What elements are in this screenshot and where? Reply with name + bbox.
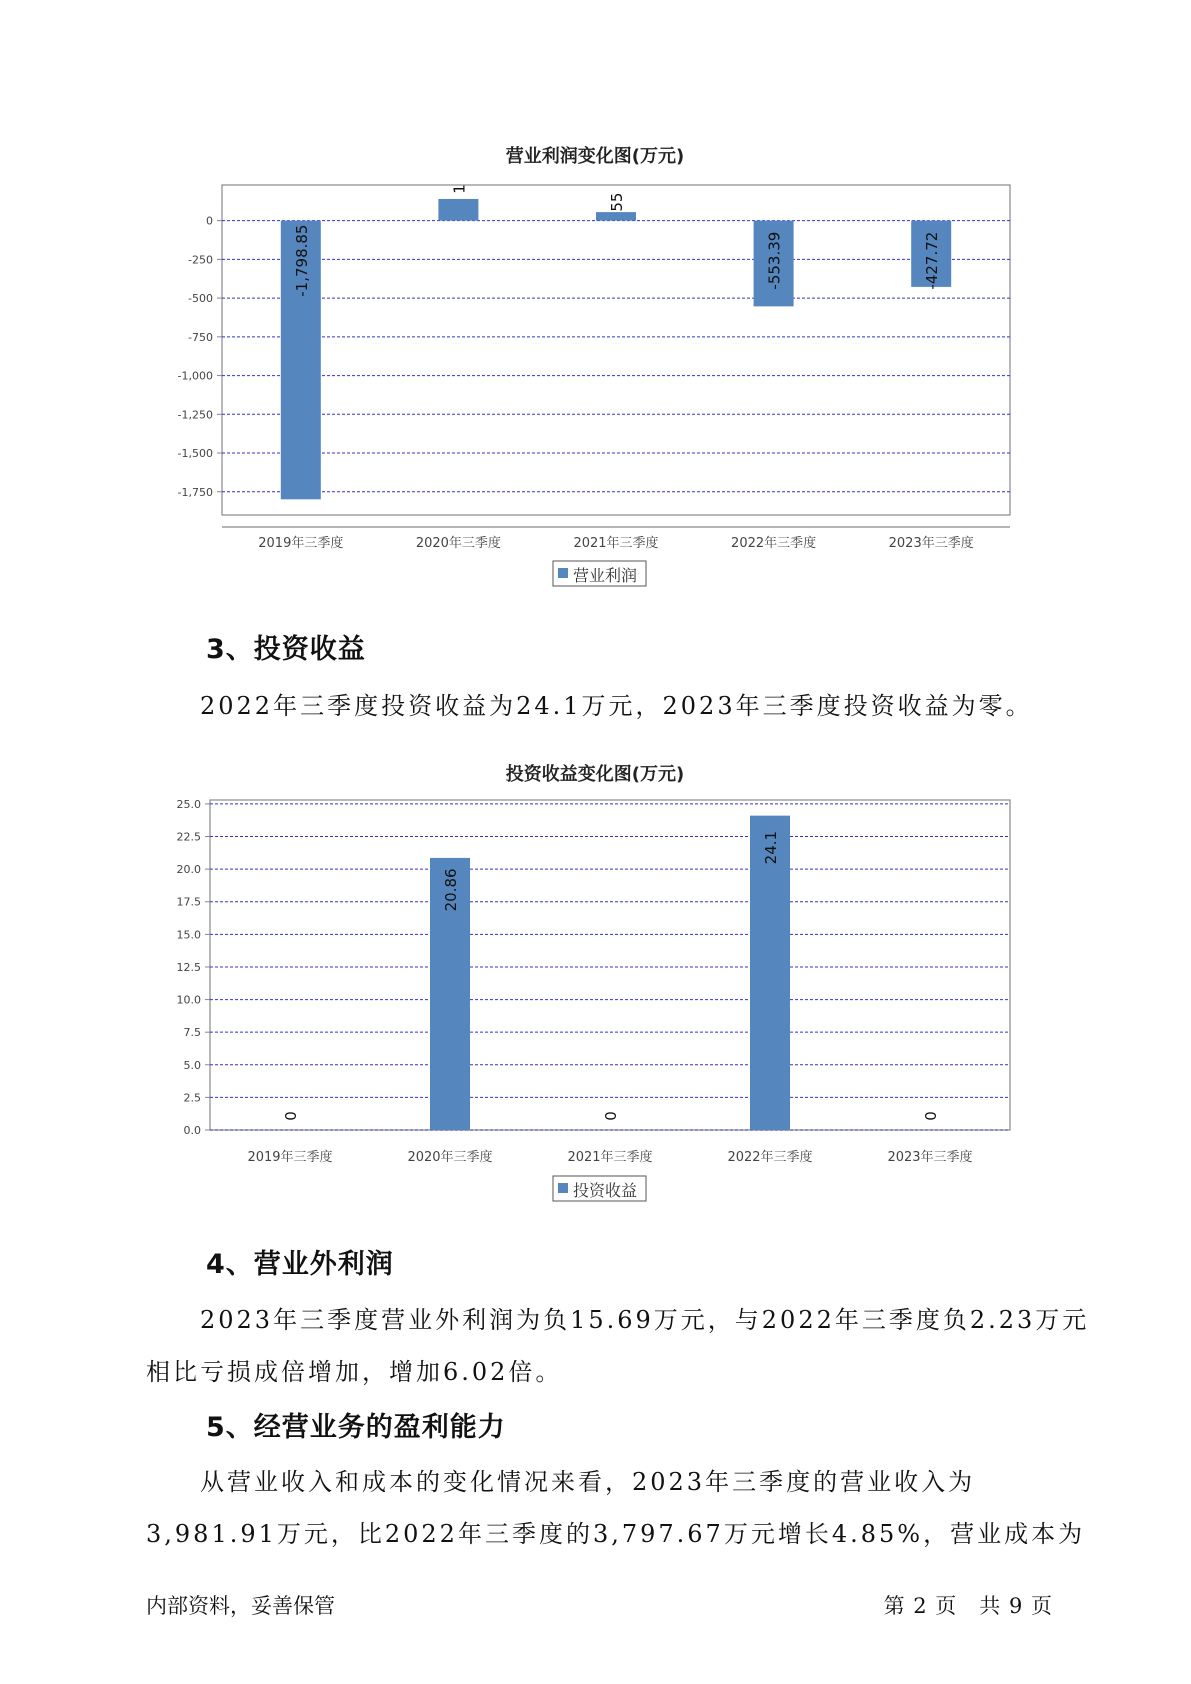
legend-swatch [558,1183,568,1193]
chart-title: 营业利润变化图(万元) [505,146,685,167]
y-tick-label: 5.0 [183,1058,201,1072]
y-tick-label: 12.5 [176,960,201,974]
data-label: -1,798.85 [292,224,311,297]
x-tick-label: 2020年三季度 [407,1150,493,1165]
y-tick-label: 20.0 [176,863,201,877]
y-tick-label: -750 [188,330,213,344]
x-tick-label: 2019年三季度 [258,536,344,551]
y-tick-label: 15.0 [176,928,201,942]
y-tick-label: 7.5 [183,1026,201,1040]
y-tick-label: -1,000 [177,369,213,383]
x-tick-label: 2019年三季度 [247,1150,333,1165]
section-4-line-2: 相比亏损成倍增加，增加6.02倍。 [146,1358,563,1386]
section-4-line-1: 2023年三季度营业外利润为负15.69万元，与2022年三季度负2.23万元 [200,1306,1090,1334]
y-tick-label: -1,500 [177,447,213,461]
y-tick-label: 22.5 [176,830,201,844]
data-label: 0 [602,1111,620,1121]
x-tick-label: 2020年三季度 [415,536,501,551]
x-tick-label: 2021年三季度 [567,1150,653,1165]
section-4-heading: 4、营业外利润 [206,1249,394,1280]
chart-title: 投资收益变化图(万元) [505,764,685,785]
x-tick-label: 2022年三季度 [727,1150,813,1165]
y-tick-label: -1,250 [177,408,213,422]
y-tick-label: 2.5 [183,1091,201,1105]
section-5-heading: 5、经营业务的盈利能力 [206,1412,506,1443]
x-tick-label: 2023年三季度 [887,1150,973,1165]
y-tick-label: -1,750 [177,485,213,499]
data-label: 55 [608,192,626,212]
section-5-line-1: 从营业收入和成本的变化情况来看，2023年三季度的营业收入为 [200,1468,976,1496]
data-label: -553.39 [765,231,784,290]
x-tick-label: 2021年三季度 [573,536,659,551]
y-tick-label: -250 [188,253,213,267]
y-tick-label: -500 [188,292,213,306]
data-label: 24.1 [762,830,780,865]
y-tick-label: 0.0 [183,1124,201,1137]
section-4-paragraph [146,1294,1090,1398]
section-3-heading: 3、投资收益 [206,634,366,665]
footer-page-number: 第 2 页 共 9 页 [883,1594,1053,1618]
y-tick-label: 25.0 [176,797,201,811]
section-3-line-1: 2022年三季度投资收益为24.1万元，2023年三季度投资收益为零。 [200,692,1033,720]
x-tick-label: 2023年三季度 [888,536,974,551]
data-label: 0 [282,1111,300,1121]
data-label: -427.72 [923,231,942,290]
data-label: 20.86 [442,868,460,912]
data-label: 1 [450,184,469,194]
plot-area [210,800,1010,1130]
y-tick-label: 0 [206,214,213,228]
x-tick-label: 2022年三季度 [731,536,817,551]
section-5-paragraph [146,1456,1086,1560]
y-tick-label: 10.0 [176,993,201,1007]
footer-left: 内部资料，妥善保管 [146,1594,335,1618]
legend-label: 投资收益 [573,1181,638,1200]
y-tick-label: 17.5 [176,895,201,909]
data-label: 0 [922,1111,940,1121]
legend-label: 营业利润 [573,566,638,585]
section-5-line-2: 3,981.91万元，比2022年三季度的3,797.67万元增长4.85%，营业成本为 [146,1520,1086,1548]
